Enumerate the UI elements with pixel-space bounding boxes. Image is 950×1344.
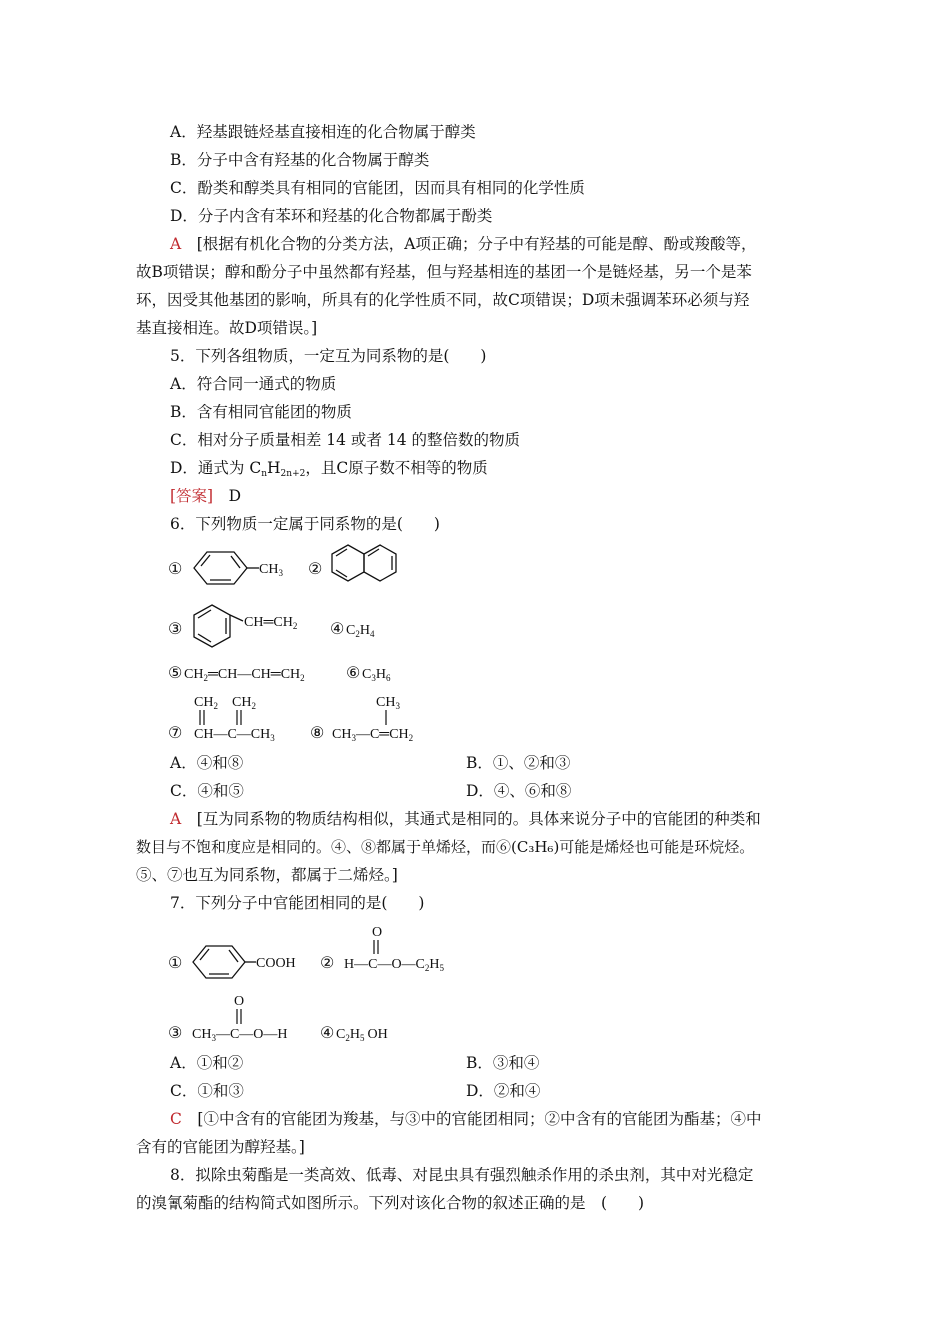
q6-s7-base: $CH—C—CH_3$ (194, 727, 275, 743)
q6-s1-ch: $CH_3$ (259, 562, 283, 578)
q7-option-a: A．①和② (170, 1054, 244, 1072)
q7-s4-formula: $C_2H_5$ OH (336, 1027, 388, 1043)
q7-explanation-2: 含有的官能团为醇羟基。] (136, 1138, 305, 1156)
q4-answer-letter: A (170, 235, 182, 253)
q7-s2-o: O (372, 925, 383, 940)
q5-stem: 5．下列各组物质，一定互为同系物的是( ) (170, 347, 487, 365)
q6-option-a: A．④和⑧ (170, 754, 244, 772)
q5-formula-h: H (267, 459, 281, 477)
q5-option-c: C．相对分子质量相差 14 或者 14 的整倍数的物质 (170, 431, 521, 449)
q6-answer-line (170, 808, 761, 830)
q4-explanation-2: 故B项错误；醇和酚分子中虽然都有羟基，但与羟基相连的基团一个是链烃基，另一个是苯 (136, 263, 752, 281)
benzene-ring-icon (194, 605, 243, 647)
q6-label-5: ⑤ (168, 665, 183, 682)
q6-label-4: ④ (330, 621, 345, 638)
q4-option-c: C．酚类和醇类具有相同的官能团，因而具有相同的化学性质 (170, 179, 585, 197)
q6-option-b: B．①、②和③ (466, 754, 571, 772)
q6-explanation-3: ⑤、⑦也互为同系物，都属于二烯烃。] (136, 866, 398, 884)
q6-stem: 6．下列物质一定属于同系物的是( ) (170, 515, 440, 533)
q4-option-a: A．羟基跟链烃基直接相连的化合物属于醇类 (170, 123, 476, 141)
q6-s5-formula: $CH_2═CH—CH═CH_2$ (184, 667, 305, 683)
q7-option-d: D．②和④ (466, 1082, 541, 1100)
q7-s2-formula: $H—C—O—C_2H_5$ (344, 957, 445, 973)
q4-explanation-1: [根据有机化合物的分类方法，A项正确；分子中有羟基的可能是醇、酚或羧酸等， (196, 235, 757, 253)
double-bond-icon (237, 1009, 241, 1024)
q5-option-d-suffix: ，且C原子数不相等的物质 (305, 459, 488, 477)
q5-answer: D (228, 487, 242, 505)
q6-s8-top: $CH_3$ (376, 695, 400, 711)
q6-s4-formula: $C_2H_4$ (346, 623, 375, 639)
q8-stem-2: 的溴氰菊酯的结构简式如图所示。下列对该化合物的叙述正确的是 ( ) (136, 1194, 645, 1212)
q7-answer-letter: C (170, 1110, 182, 1128)
double-bond-icon (374, 940, 378, 954)
q5-option-b: B．含有相同官能团的物质 (170, 403, 352, 421)
q6-s3-vinyl: $CH═CH_2$ (244, 615, 298, 631)
q7-s3-formula: $CH_3—C—O—H$ (192, 1027, 288, 1043)
q7-s3-o: O (234, 994, 245, 1009)
q6-label-2: ② (308, 561, 323, 578)
q6-s6-formula: $C_3H_6$ (362, 667, 391, 683)
q6-label-7: ⑦ (168, 725, 183, 742)
benzene-ring-icon (193, 946, 256, 978)
q4-option-b: B．分子中含有羟基的化合物属于醇类 (170, 151, 430, 169)
q7-answer-line (170, 1108, 761, 1130)
q6-answer-letter: A (170, 810, 182, 828)
benzene-ring-icon (194, 552, 259, 584)
q6-option-c: C．④和⑤ (170, 782, 244, 800)
q4-explanation-4: 基直接相连。故D项错误。] (136, 319, 318, 337)
q5-formula-2n2: 2n+2 (280, 469, 306, 479)
naphthalene-icon (332, 545, 396, 581)
q8-stem-1: 8．拟除虫菊酯是一类高效、低毒、对昆虫具有强烈触杀作用的杀虫剂，其中对光稳定 (170, 1166, 754, 1184)
q7-option-b: B．③和④ (466, 1054, 540, 1072)
q6-explanation-1: [互为同系物的物质结构相似，其通式是相同的。具体来说分子中的官能团的种类和 (196, 810, 761, 828)
q7-label-2: ② (320, 955, 335, 972)
q6-label-6: ⑥ (346, 665, 361, 682)
q5-option-d-prefix: D．通式为 C (170, 459, 262, 477)
q7-stem: 7．下列分子中官能团相同的是( ) (170, 894, 425, 912)
q5-option-a: A．符合同一通式的物质 (170, 375, 337, 393)
q4-explanation-3: 环，因受其他基团的影响，所具有的化学性质不同，故C项错误；D项未强调苯环必须与羟 (136, 291, 750, 309)
double-bond-icon (200, 710, 241, 725)
q7-s1-cooh: COOH (256, 956, 296, 971)
q6-explanation-2: 数目与不饱和度应是相同的。④、⑧都属于单烯烃，而⑥(C₃H₆)可能是烯烃也可能是环烷烃。 (136, 838, 755, 856)
q4-option-d: D．分子内含有苯环和羟基的化合物都属于酚类 (170, 207, 493, 225)
q6-label-3: ③ (168, 621, 183, 638)
q6-s7-top1: $CH_2$ (194, 695, 218, 711)
q7-option-c: C．①和③ (170, 1082, 244, 1100)
q7-label-3: ③ (168, 1025, 183, 1042)
q6-option-d: D．④、⑥和⑧ (466, 782, 572, 800)
q6-label-1: ① (168, 561, 183, 578)
q7-explanation-1: [①中含有的官能团为羧基，与③中的官能团相同；②中含有的官能团为酯基；④中 (197, 1110, 762, 1128)
q7-label-1: ① (168, 955, 183, 972)
q6-s7-top2: $CH_2$ (232, 695, 256, 711)
q6-s8-base: $CH_3—C═CH_2$ (332, 727, 414, 743)
q7-label-4: ④ (320, 1025, 335, 1042)
q5-answer-label: [答案] (170, 487, 214, 505)
q5-formula-n: n (261, 469, 268, 479)
q6-label-8: ⑧ (310, 725, 325, 742)
